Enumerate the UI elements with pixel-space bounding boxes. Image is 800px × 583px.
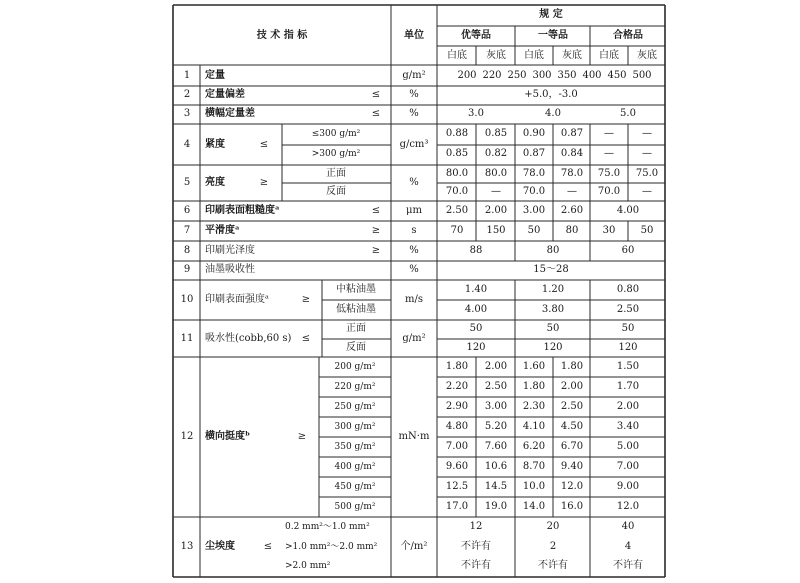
sub-condition: 中粘油墨 [336, 284, 376, 295]
comparison-sign: ≤ [371, 205, 381, 216]
value-cell: 6.20 [522, 441, 546, 452]
row-number: 4 [183, 139, 191, 150]
value-cell: 2.50 [484, 381, 508, 392]
value-cell: 1.70 [616, 381, 640, 392]
value-cell: 2.30 [522, 401, 546, 412]
bottom-label: 白底 [524, 50, 544, 61]
value-cell: 78.0 [560, 168, 584, 179]
value-cell: 50 [621, 323, 635, 334]
value-cell: — [642, 148, 652, 159]
sub-condition: >300 g/m² [311, 149, 361, 159]
value-cell: 12.5 [445, 481, 469, 492]
value-cell: 2 [549, 541, 557, 552]
row-number: 10 [180, 294, 194, 305]
sub-condition: 0.2 mm²～1.0 mm² [285, 522, 370, 532]
value-cell: 4.00 [464, 304, 488, 315]
unit-cell: μm [406, 205, 422, 216]
value-cell: 2.50 [560, 401, 584, 412]
value-cell: 30 [602, 225, 616, 236]
value-cell: 50 [546, 323, 560, 334]
row-number: 12 [180, 431, 194, 442]
value-cell: 9.00 [616, 481, 640, 492]
sub-condition: 反面 [326, 186, 346, 197]
value-cell: 1.80 [560, 361, 584, 372]
unit-cell: % [409, 89, 419, 100]
value-cell: 4.10 [522, 421, 546, 432]
row-number: 6 [183, 205, 191, 216]
sub-condition: 反面 [346, 342, 366, 353]
bottom-label: 白底 [599, 50, 619, 61]
value-cell: — [567, 186, 577, 197]
value-cell: 4.00 [616, 205, 640, 216]
value-cell: 150 [486, 225, 506, 236]
value-cell: 5.00 [616, 441, 640, 452]
value-cell: 0.88 [445, 128, 469, 139]
value-cell: 2.90 [445, 401, 469, 412]
value-cell: 12.0 [560, 481, 584, 492]
value-cell: 70.0 [597, 186, 621, 197]
grade-superior: 优等品 [461, 30, 491, 41]
item-name-dirt-count: 尘埃度 [205, 541, 235, 552]
value-cell: 50 [527, 225, 541, 236]
value-cell: 3.0 [468, 108, 484, 119]
item-name-cross-weight-difference: 横幅定量差 [205, 108, 255, 119]
sub-condition: 450 g/m² [334, 482, 376, 492]
value-cell: 3.80 [541, 304, 565, 315]
value-cell: 400 [582, 70, 602, 81]
comparison-sign: ≤ [371, 108, 381, 119]
value-cell: — [642, 128, 652, 139]
value-cell: 250 [507, 70, 527, 81]
item-name-print-surface-strength: 印刷表面强度ᵃ [205, 294, 269, 305]
value-cell: 3.40 [616, 421, 640, 432]
value-cell: 5.0 [620, 108, 636, 119]
sub-condition: 正面 [346, 323, 366, 334]
value-cell: 1.80 [445, 361, 469, 372]
row-number: 3 [183, 108, 191, 119]
value-cell: 2.00 [616, 401, 640, 412]
sub-condition: 250 g/m² [334, 402, 376, 412]
comparison-sign: ≥ [259, 177, 269, 188]
value-cell: 6.70 [560, 441, 584, 452]
value-cell: 450 [607, 70, 627, 81]
unit-cell: % [409, 264, 419, 275]
value-cell: 4.50 [560, 421, 584, 432]
value-cell: 80 [546, 245, 560, 256]
value-cell: 不许有 [461, 560, 491, 571]
value-cell: 1.60 [522, 361, 546, 372]
value-cell: 0.87 [522, 148, 546, 159]
value-cell: 80.0 [484, 168, 508, 179]
value-cell: 2.50 [616, 304, 640, 315]
item-name-brightness: 亮度 [205, 177, 225, 188]
row-number: 13 [180, 541, 194, 552]
value-cell: +5.0，-3.0 [524, 89, 578, 100]
value-cell: 8.70 [522, 461, 546, 472]
value-cell: 2.00 [484, 361, 508, 372]
unit-header: 单位 [404, 30, 424, 41]
value-cell: 75.0 [597, 168, 621, 179]
value-cell: — [604, 128, 614, 139]
comparison-sign: ≤ [263, 541, 273, 552]
sub-condition: 220 g/m² [334, 382, 376, 392]
sub-condition: 400 g/m² [334, 462, 376, 472]
item-name-print-gloss: 印刷光泽度 [205, 245, 255, 256]
value-cell: 350 [557, 70, 577, 81]
grade-qualified: 合格品 [613, 30, 643, 41]
value-cell: 0.84 [560, 148, 584, 159]
sub-condition: 300 g/m² [334, 422, 376, 432]
value-cell: 10.0 [522, 481, 546, 492]
value-cell: 0.80 [616, 284, 640, 295]
comparison-sign: ≥ [297, 431, 307, 442]
bottom-label: 白底 [447, 50, 467, 61]
value-cell: 75.0 [635, 168, 659, 179]
value-cell: 0.90 [522, 128, 546, 139]
value-cell: — [491, 186, 501, 197]
value-cell: 17.0 [445, 501, 469, 512]
value-cell: 4.80 [445, 421, 469, 432]
item-name-cross-stiffness: 横向挺度ᵇ [205, 431, 250, 442]
value-cell: 3.00 [484, 401, 508, 412]
unit-cell: % [409, 177, 419, 188]
comparison-sign: ≥ [371, 245, 381, 256]
sub-condition: ≤300 g/m² [311, 129, 361, 139]
row-number: 1 [183, 70, 191, 81]
item-name-ink-absorption: 油墨吸收性 [205, 264, 255, 275]
value-cell: 78.0 [522, 168, 546, 179]
unit-cell: s [411, 225, 417, 236]
comparison-sign: ≤ [259, 139, 269, 150]
sub-condition: 200 g/m² [334, 362, 376, 372]
value-cell: 15～28 [533, 264, 569, 275]
value-cell: 3.00 [522, 205, 546, 216]
value-cell: 0.87 [560, 128, 584, 139]
value-cell: — [642, 186, 652, 197]
value-cell: 不许有 [461, 541, 491, 552]
unit-cell: % [409, 245, 419, 256]
value-cell: 10.6 [484, 461, 508, 472]
bottom-label: 灰底 [486, 50, 506, 61]
unit-cell: 个/m² [400, 541, 428, 552]
value-cell: 70.0 [522, 186, 546, 197]
technical-index-header: 技 术 指 标 [256, 30, 308, 41]
row-number: 2 [183, 89, 191, 100]
value-cell: 0.85 [445, 148, 469, 159]
value-cell: 1.20 [541, 284, 565, 295]
comparison-sign: ≤ [301, 333, 311, 344]
bottom-label: 灰底 [562, 50, 582, 61]
item-name-water-absorption: 吸水性(cobb,60 s) [205, 333, 292, 344]
value-cell: 50 [640, 225, 654, 236]
value-cell: 5.20 [484, 421, 508, 432]
comparison-sign: ≤ [371, 89, 381, 100]
specification-header: 规 定 [539, 9, 563, 20]
value-cell: 120 [618, 342, 638, 353]
value-cell: 70.0 [445, 186, 469, 197]
value-cell: 12 [469, 521, 483, 532]
sub-condition: 500 g/m² [334, 502, 376, 512]
value-cell: — [604, 148, 614, 159]
value-cell: 40 [621, 521, 635, 532]
value-cell: 7.00 [616, 461, 640, 472]
sub-condition: 正面 [326, 168, 346, 179]
row-number: 11 [180, 333, 194, 344]
value-cell: 14.0 [522, 501, 546, 512]
value-cell: 220 [482, 70, 502, 81]
sub-condition: >1.0 mm²～2.0 mm² [285, 542, 378, 552]
grade-first: 一等品 [538, 30, 568, 41]
value-cell: 7.00 [445, 441, 469, 452]
item-name-smoothness: 平滑度ᵃ [205, 225, 240, 236]
value-cell: 20 [546, 521, 560, 532]
row-number: 8 [183, 245, 191, 256]
value-cell: 88 [469, 245, 483, 256]
unit-cell: m/s [405, 294, 423, 305]
bottom-label: 灰底 [637, 50, 657, 61]
value-cell: 16.0 [560, 501, 584, 512]
value-cell: 不许有 [613, 560, 643, 571]
value-cell: 14.5 [484, 481, 508, 492]
sub-condition: 低粘油墨 [336, 304, 376, 315]
value-cell: 80 [565, 225, 579, 236]
unit-cell: g/m² [402, 70, 426, 81]
value-cell: 2.00 [484, 205, 508, 216]
value-cell: 0.85 [484, 128, 508, 139]
value-cell: 2.50 [445, 205, 469, 216]
row-number: 5 [183, 177, 191, 188]
value-cell: 不许有 [538, 560, 568, 571]
value-cell: 1.50 [616, 361, 640, 372]
item-name-print-surface-roughness: 印刷表面粗糙度ᵃ [205, 205, 280, 216]
row-number: 9 [183, 264, 191, 275]
unit-cell: g/cm³ [399, 139, 429, 150]
value-cell: 0.82 [484, 148, 508, 159]
comparison-sign: ≥ [301, 294, 311, 305]
unit-cell: g/m² [402, 333, 426, 344]
value-cell: 50 [469, 323, 483, 334]
sub-condition: >2.0 mm² [285, 561, 331, 571]
value-cell: 1.80 [522, 381, 546, 392]
value-cell: 200 [457, 70, 477, 81]
value-cell: 19.0 [484, 501, 508, 512]
value-cell: 500 [632, 70, 652, 81]
comparison-sign: ≥ [371, 225, 381, 236]
item-name-basis-weight: 定量 [205, 70, 225, 81]
value-cell: 80.0 [445, 168, 469, 179]
value-cell: 120 [543, 342, 563, 353]
item-name-weight-deviation: 定量偏差 [205, 89, 245, 100]
row-number: 7 [183, 225, 191, 236]
value-cell: 120 [466, 342, 486, 353]
value-cell: 9.40 [560, 461, 584, 472]
value-cell: 2.60 [560, 205, 584, 216]
unit-cell: % [409, 108, 419, 119]
unit-cell: mN·m [398, 431, 430, 442]
value-cell: 300 [532, 70, 552, 81]
sub-condition: 350 g/m² [334, 442, 376, 452]
value-cell: 12.0 [616, 501, 640, 512]
value-cell: 60 [621, 245, 635, 256]
value-cell: 9.60 [445, 461, 469, 472]
value-cell: 2.20 [445, 381, 469, 392]
value-cell: 4.0 [545, 108, 561, 119]
value-cell: 4 [624, 541, 632, 552]
value-cell: 1.40 [464, 284, 488, 295]
item-name-density: 紧度 [205, 139, 225, 150]
value-cell: 7.60 [484, 441, 508, 452]
value-cell: 2.00 [560, 381, 584, 392]
value-cell: 70 [450, 225, 464, 236]
